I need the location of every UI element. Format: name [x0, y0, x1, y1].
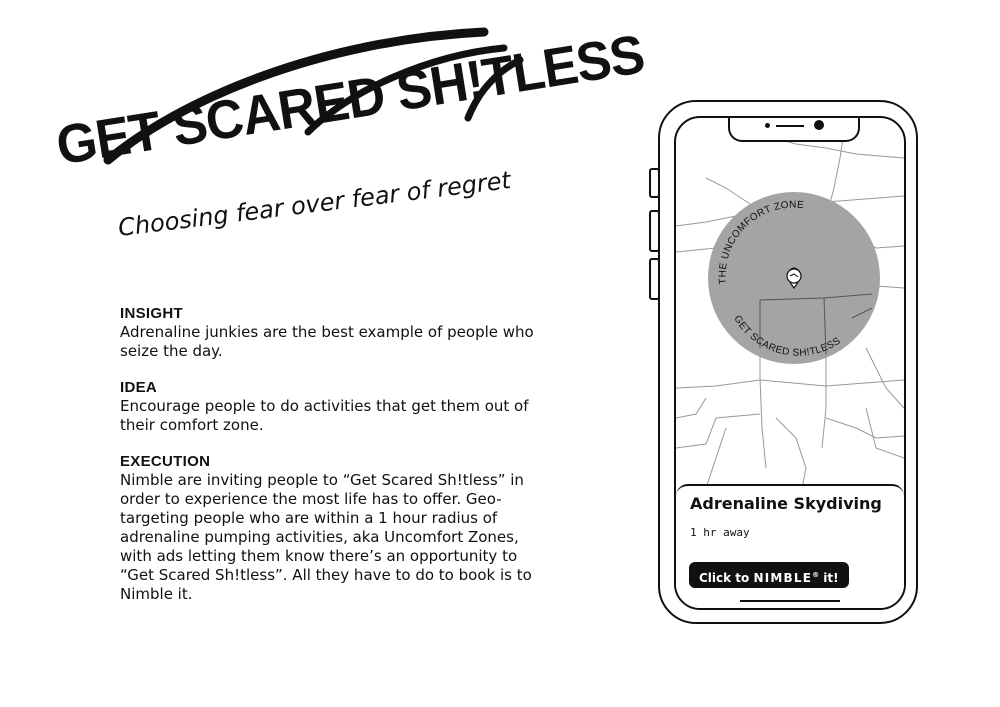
cta-registered-mark: ®	[812, 571, 820, 579]
section-body: Adrenaline junkies are the best example of people who seize the day.	[120, 323, 534, 360]
camera-icon	[814, 120, 824, 130]
activity-distance: 1 hr away	[690, 526, 750, 539]
zone-bottom-label: GET SCARED SH!TLESS	[731, 313, 843, 359]
map-view[interactable]	[676, 118, 904, 498]
section-heading: EXECUTION	[120, 453, 211, 470]
section-body: Nimble are inviting people to “Get Scared Sh!tless” in order to experience the most life has to offer. Geo-targeting people who are within a 1 hour radius of adrenaline pumping activities, aka Uncomfort Zones, with ads letting them know there’s an opportunity to “Get Scared Sh!tless”. All they have to do to book is to Nimble it.	[120, 471, 532, 603]
cta-suffix: it!	[819, 571, 839, 585]
insight-section	[120, 304, 540, 361]
headline-title: GET SCARED SH!TLESS	[52, 23, 649, 177]
sensor-dot	[765, 123, 770, 128]
phone-mockup	[658, 100, 918, 624]
section-heading: IDEA	[120, 379, 158, 396]
phone-screen	[674, 116, 906, 610]
nimble-it-button[interactable]	[689, 562, 849, 588]
section-body: Encourage people to do activities that get them out of their comfort zone.	[120, 397, 529, 434]
execution-section	[120, 452, 540, 604]
activity-card[interactable]	[676, 484, 904, 610]
cta-prefix: Click to	[699, 571, 754, 585]
phone-notch	[728, 116, 860, 142]
home-indicator[interactable]	[740, 600, 840, 602]
zone-top-label: THE UNCOMFORT ZONE	[717, 199, 805, 285]
copy-block	[120, 304, 540, 621]
cta-brand: NIMBLE	[753, 571, 813, 585]
idea-section	[120, 378, 540, 435]
activity-title: Adrenaline Skydiving	[690, 494, 882, 513]
section-heading: INSIGHT	[120, 305, 183, 322]
headline-tagline: Choosing fear over fear of regret	[116, 166, 513, 242]
speaker-grille	[776, 125, 804, 127]
